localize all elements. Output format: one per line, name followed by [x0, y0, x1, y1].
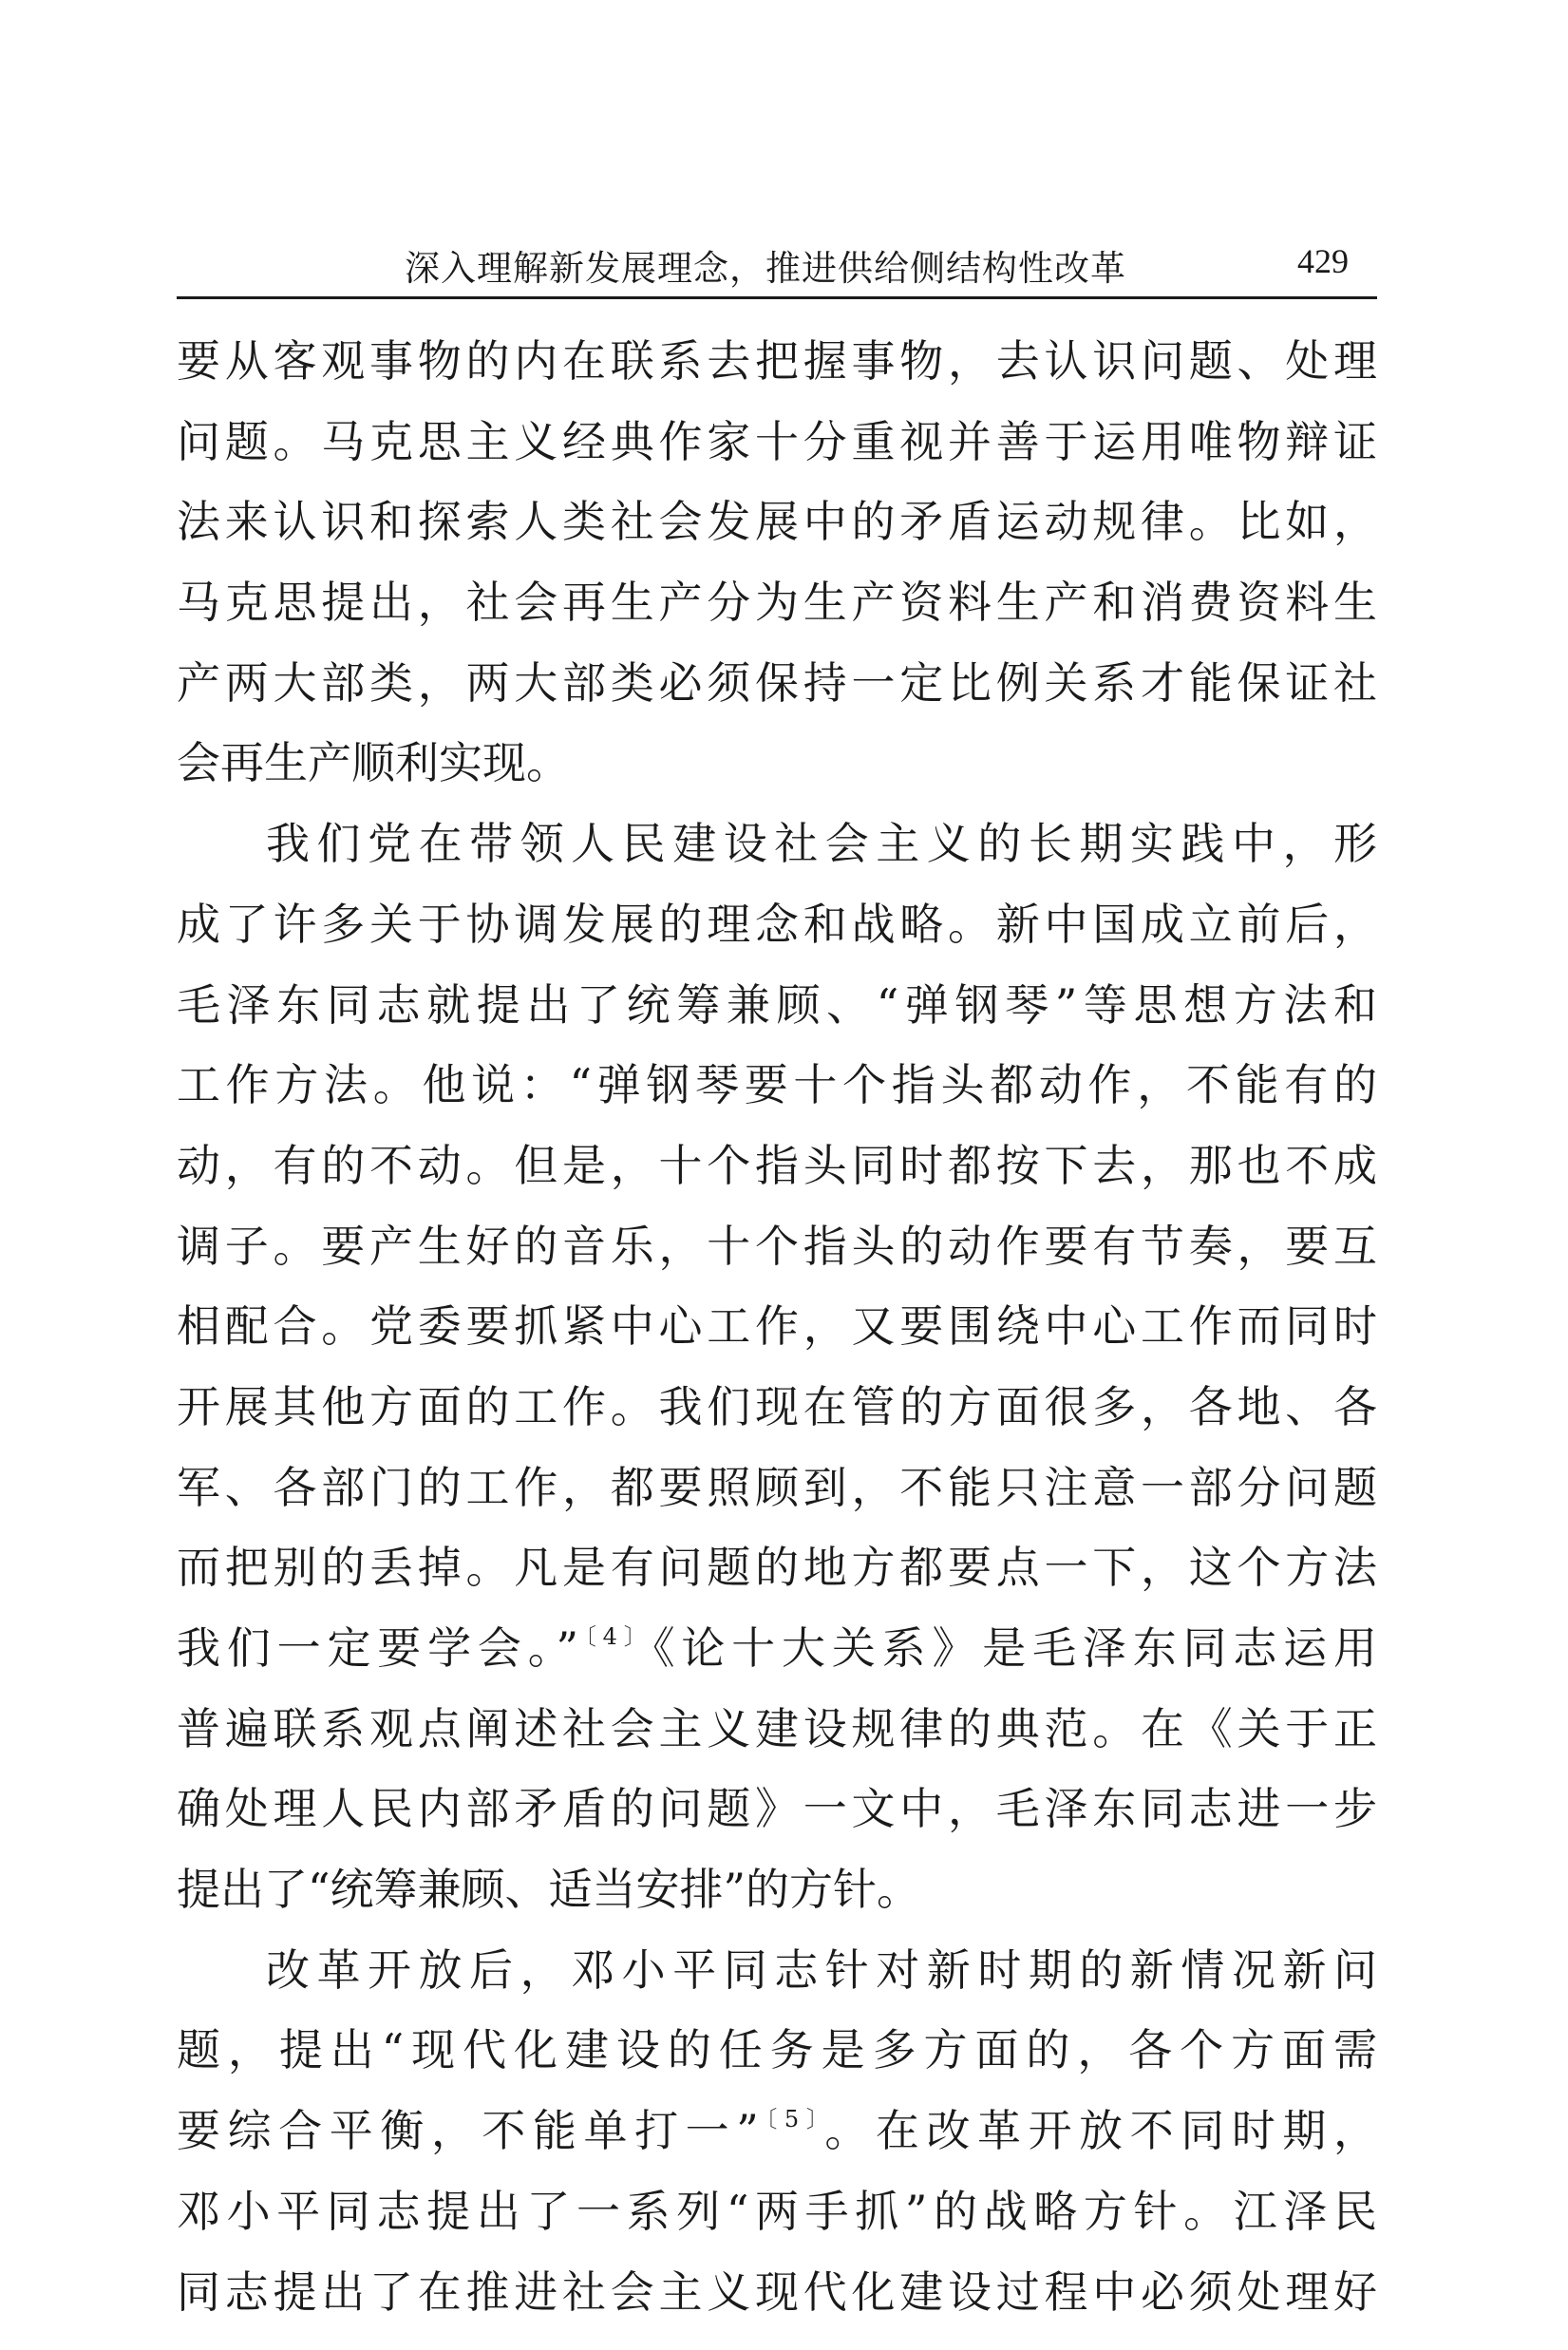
text-line: 毛泽东同志就提出了统筹兼顾、“弹钢琴”等思想方法和	[177, 978, 1377, 1031]
citation-marker: 〔5〕	[758, 2106, 825, 2133]
text-line: 产两大部类，两大部类必须保持一定比例关系才能保证社	[177, 656, 1377, 709]
text-line: 同志提出了在推进社会主义现代化建设过程中必须处理好	[177, 2265, 1377, 2318]
text-line-with-citation	[177, 1608, 1377, 1689]
text-line: 会再生产顺利实现。	[177, 737, 570, 789]
text-line: 普遍联系观点阐述社会主义建设规律的典范。在《关于正	[177, 1702, 1377, 1754]
text-line: 确处理人民内部矛盾的问题》一文中，毛泽东同志进一步	[177, 1783, 1377, 1835]
text-line: 动，有的不动。但是，十个指头同时都按下去，那也不成	[177, 1139, 1377, 1191]
text-line: 题，提出“现代化建设的任务是多方面的，各个方面需	[177, 2024, 1377, 2076]
text-segment: 我们一定要学会。”	[177, 1622, 579, 1674]
text-line: 法来认识和探索人类社会发展中的矛盾运动规律。比如，	[177, 496, 1377, 548]
text-line: 调子。要产生好的音乐，十个指头的动作要有节奏，要互	[177, 1220, 1377, 1272]
text-line: 问题。马克思主义经典作家十分重视并善于运用唯物辩证	[177, 415, 1377, 467]
text-line: 而把别的丢掉。凡是有问题的地方都要点一下，这个方法	[177, 1542, 1377, 1594]
text-segment: 要综合平衡，不能单打一”	[177, 2105, 759, 2157]
text-line-with-citation	[177, 2091, 1377, 2171]
chapter-title: 深入理解新发展理念，推进供给侧结构性改革	[405, 248, 1126, 289]
running-header	[177, 226, 1377, 299]
text-segment: 。在改革开放不同时期，	[824, 2105, 1377, 2157]
paragraph-first-line: 我们党在带领人民建设社会主义的长期实践中，形	[266, 818, 1377, 870]
citation-marker: 〔4〕	[578, 1623, 653, 1650]
page-number: 429	[1297, 242, 1349, 280]
paragraph-first-line: 改革开放后，邓小平同志针对新时期的新情况新问	[266, 1943, 1377, 1996]
text-line: 工作方法。他说：“弹钢琴要十个指头都动作，不能有的	[177, 1059, 1377, 1111]
text-line: 马克思提出，社会再生产分为生产资料生产和消费资料生	[177, 577, 1377, 629]
text-line: 要从客观事物的内在联系去把握事物，去认识问题、处理	[177, 335, 1377, 387]
text-line: 相配合。党委要抓紧中心工作，又要围绕中心工作而同时	[177, 1300, 1377, 1353]
text-line: 军、各部门的工作，都要照顾到，不能只注意一部分问题	[177, 1461, 1377, 1513]
text-segment: 《论十大关系》是毛泽东同志运用	[652, 1622, 1377, 1674]
text-line: 开展其他方面的工作。我们现在管的方面很多，各地、各	[177, 1380, 1377, 1432]
text-line: 成了许多关于协调发展的理念和战略。新中国成立前后，	[177, 898, 1377, 950]
body-text	[177, 321, 1377, 2332]
text-line: 邓小平同志提出了一系列“两手抓”的战略方针。江泽民	[177, 2185, 1377, 2237]
text-line: 提出了“统筹兼顾、适当安排”的方针。	[177, 1864, 921, 1916]
